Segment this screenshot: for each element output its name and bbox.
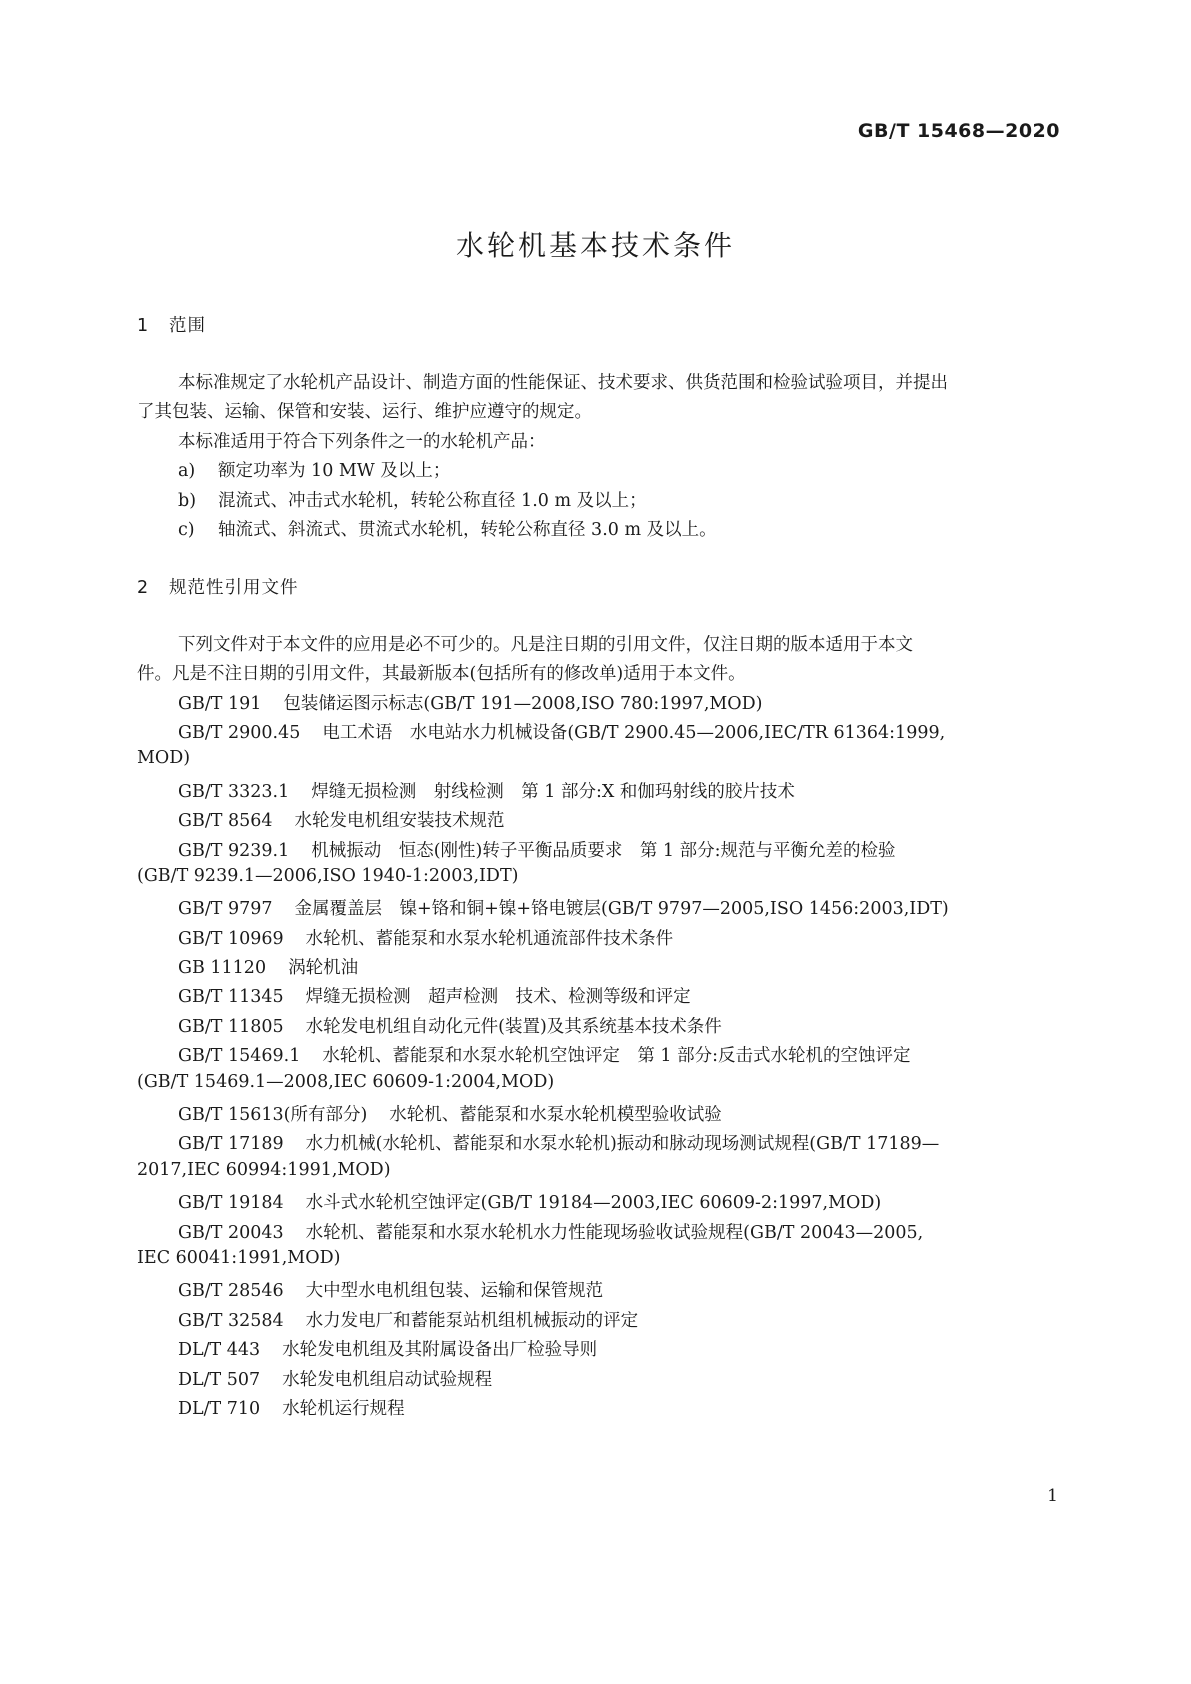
section-2-title: 规范性引用文件 (169, 578, 299, 598)
reference-title: 水力机械(水轮机、蓄能泵和水泵水轮机)振动和脉动现场测试规程(GB/T 17189— (305, 1134, 940, 1154)
reference-code: GB/T 15613(所有部分) (178, 1105, 368, 1125)
scope-applicability: 本标准适用于符合下列条件之一的水轮机产品： (178, 432, 546, 452)
reference-title: 水轮机、蓄能泵和水泵水轮机模型验收试验 (389, 1105, 722, 1125)
reference-code: GB/T 28546 (178, 1281, 284, 1301)
reference-title: 电工术语 水电站水力机械设备(GB/T 2900.45—2006,IEC/TR 61364:1999, (322, 723, 946, 743)
section-2-number: 2 (137, 578, 150, 598)
reference-entry (178, 925, 673, 950)
reference-title: 水轮发电机组安装技术规范 (294, 811, 505, 831)
reference-title: 金属覆盖层 镍+铬和铜+镍+铬电镀层(GB/T 9797—2005,ISO 1456:2003,IDT) (294, 899, 949, 919)
list-text: 轴流式、斜流式、贯流式水轮机，转轮公称直径 3.0 m 及以上。 (218, 520, 717, 540)
reference-continuation: 2017,IEC 60994:1991,MOD) (137, 1160, 391, 1180)
reference-continuation: IEC 60041:1991,MOD) (137, 1248, 341, 1268)
reference-code: GB/T 32584 (178, 1311, 284, 1331)
reference-title: 包装储运图示标志(GB/T 191—2008,ISO 780:1997,MOD) (283, 694, 763, 714)
reference-title: 水轮机、蓄能泵和水泵水轮机空蚀评定 第 1 部分:反击式水轮机的空蚀评定 (322, 1046, 911, 1066)
section-1-title: 范围 (169, 316, 206, 336)
reference-title: 水力发电厂和蓄能泵站机组机械振动的评定 (305, 1311, 639, 1331)
reference-entry (178, 690, 763, 715)
reference-entry (178, 895, 949, 920)
reference-title: 水轮机、蓄能泵和水泵水轮机水力性能现场验收试验规程(GB/T 20043—2005, (305, 1223, 924, 1243)
standard-code: GB/T 15468—2020 (857, 120, 1060, 142)
reference-code: DL/T 507 (178, 1370, 261, 1390)
reference-entry (178, 807, 505, 832)
reference-code: GB 11120 (178, 958, 267, 978)
reference-continuation: (GB/T 15469.1—2008,IEC 60609-1:2004,MOD) (137, 1072, 555, 1092)
reference-entry (178, 1189, 881, 1214)
reference-code: GB/T 2900.45 (178, 723, 301, 743)
section-1-heading (137, 312, 206, 337)
page-number: 1 (1047, 1486, 1058, 1506)
reference-entry (178, 1277, 603, 1302)
reference-code: GB/T 3323.1 (178, 782, 290, 802)
reference-entry (178, 837, 896, 862)
list-marker: b) (178, 491, 197, 511)
reference-entry (178, 719, 945, 744)
reference-continuation: (GB/T 9239.1—2006,ISO 1940-1:2003,IDT) (137, 866, 519, 886)
reference-code: DL/T 710 (178, 1399, 261, 1419)
section-1-number: 1 (137, 316, 150, 336)
reference-code: DL/T 443 (178, 1340, 261, 1360)
reference-code: GB/T 8564 (178, 811, 273, 831)
list-marker: c) (178, 520, 195, 540)
reference-entry (178, 1336, 597, 1361)
reference-entry (178, 1219, 923, 1244)
section-2-heading (137, 574, 299, 599)
reference-title: 大中型水电机组包装、运输和保管规范 (305, 1281, 604, 1301)
reference-title: 水轮机、蓄能泵和水泵水轮机通流部件技术条件 (305, 929, 674, 949)
list-marker: a) (178, 461, 196, 481)
reference-entry (178, 1366, 492, 1391)
reference-title: 水斗式水轮机空蚀评定(GB/T 19184—2003,IEC 60609-2:1997,MOD) (305, 1193, 882, 1213)
list-item (178, 516, 717, 541)
reference-continuation: MOD) (137, 748, 191, 768)
list-text: 额定功率为 10 MW 及以上； (218, 461, 451, 481)
list-item (178, 457, 450, 482)
list-item (178, 487, 647, 512)
reference-entry (178, 1130, 939, 1155)
reference-entry (178, 778, 795, 803)
reference-title: 焊缝无损检测 超声检测 技术、检测等级和评定 (305, 987, 691, 1007)
reference-code: GB/T 15469.1 (178, 1046, 301, 1066)
reference-entry (178, 1013, 722, 1038)
document-title: 水轮机基本技术条件 (455, 229, 735, 262)
reference-entry (178, 1395, 405, 1420)
reference-code: GB/T 9239.1 (178, 841, 290, 861)
reference-title: 水轮发电机组自动化元件(装置)及其系统基本技术条件 (305, 1017, 722, 1037)
scope-paragraph-line-2: 了其包装、运输、保管和安装、运行、维护应遵守的规定。 (137, 402, 592, 422)
scope-paragraph-line-1: 本标准规定了水轮机产品设计、制造方面的性能保证、技术要求、供货范围和检验试验项目，并提出 (178, 373, 948, 393)
reference-title: 水轮发电机组及其附属设备出厂检验导则 (282, 1340, 598, 1360)
reference-title: 水轮发电机组启动试验规程 (282, 1370, 493, 1390)
reference-code: GB/T 19184 (178, 1193, 284, 1213)
references-intro-line-1: 下列文件对于本文件的应用是必不可少的。凡是注日期的引用文件，仅注日期的版本适用于本文 (178, 635, 913, 655)
reference-code: GB/T 9797 (178, 899, 273, 919)
reference-entry (178, 983, 691, 1008)
references-intro-line-2: 件。凡是不注日期的引用文件，其最新版本(包括所有的修改单)适用于本文件。 (137, 664, 746, 684)
reference-entry (178, 1101, 722, 1126)
reference-title: 机械振动 恒态(刚性)转子平衡品质要求 第 1 部分:规范与平衡允差的检验 (311, 841, 896, 861)
reference-title: 水轮机运行规程 (282, 1399, 405, 1419)
reference-code: GB/T 11345 (178, 987, 284, 1007)
reference-code: GB/T 20043 (178, 1223, 284, 1243)
reference-code: GB/T 191 (178, 694, 262, 714)
reference-code: GB/T 11805 (178, 1017, 284, 1037)
reference-entry (178, 954, 358, 979)
reference-code: GB/T 10969 (178, 929, 284, 949)
reference-entry (178, 1307, 638, 1332)
list-text: 混流式、冲击式水轮机，转轮公称直径 1.0 m 及以上； (218, 491, 647, 511)
reference-code: GB/T 17189 (178, 1134, 284, 1154)
reference-entry (178, 1042, 911, 1067)
reference-title: 焊缝无损检测 射线检测 第 1 部分:X 和伽玛射线的胶片技术 (311, 782, 795, 802)
reference-title: 涡轮机油 (288, 958, 359, 978)
